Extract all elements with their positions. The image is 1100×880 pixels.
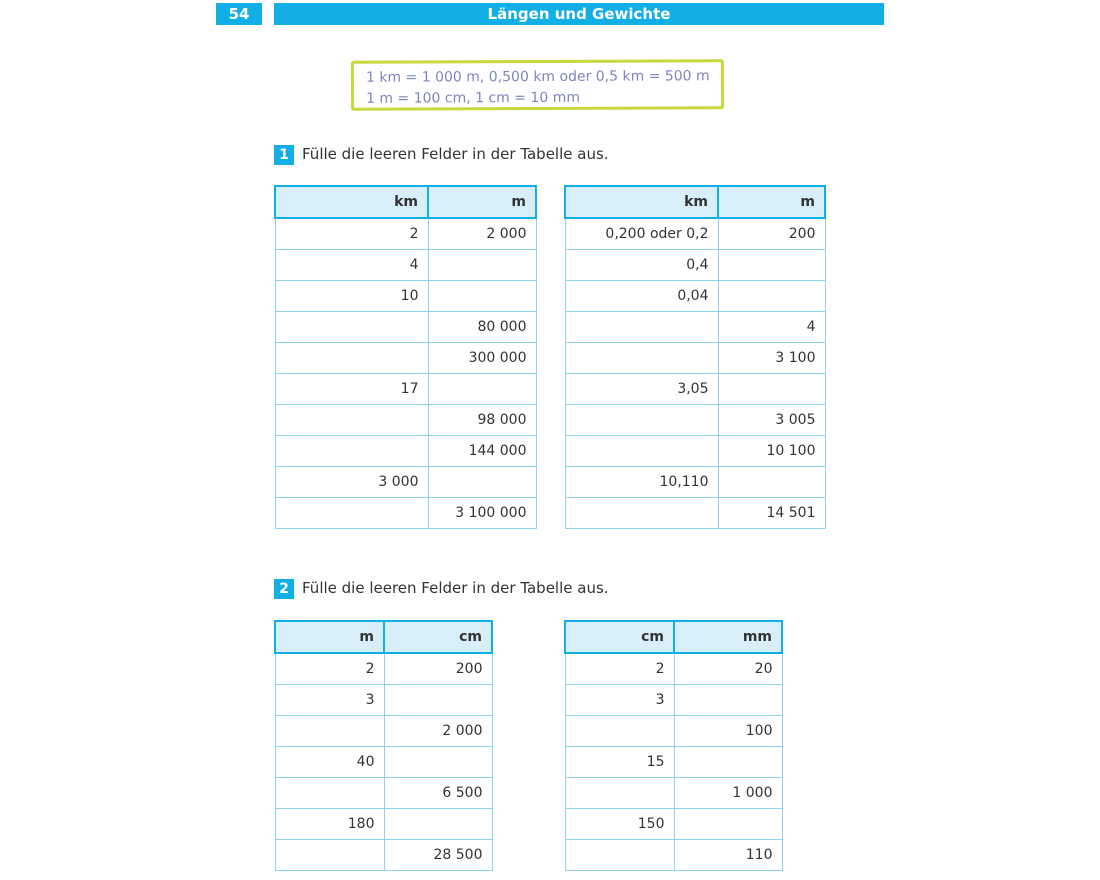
- table-cell: 4: [275, 250, 428, 281]
- empty-answer-cell[interactable]: [565, 343, 718, 374]
- empty-answer-cell[interactable]: [674, 809, 782, 840]
- empty-answer-cell[interactable]: [275, 436, 428, 467]
- empty-answer-cell[interactable]: [275, 840, 384, 871]
- table-cell: 2 000: [384, 716, 492, 747]
- table-cell: 100: [674, 716, 782, 747]
- column-header: cm: [565, 621, 674, 653]
- table-1a: [274, 185, 537, 529]
- rule-line-2: 1 m = 100 cm, 1 cm = 10 mm: [366, 89, 580, 107]
- empty-answer-cell[interactable]: [718, 374, 825, 405]
- table-row: [565, 436, 825, 467]
- table-row: [565, 467, 825, 498]
- table-cell: 3: [275, 685, 384, 716]
- table-row: [275, 218, 536, 250]
- empty-answer-cell[interactable]: [275, 716, 384, 747]
- table-cell: 4: [718, 312, 825, 343]
- rule-box: [351, 59, 724, 111]
- table-cell: 200: [384, 653, 492, 685]
- table-row: [275, 343, 536, 374]
- column-header: km: [275, 186, 428, 218]
- empty-answer-cell[interactable]: [384, 747, 492, 778]
- table-row: [275, 374, 536, 405]
- table-cell: 3,05: [565, 374, 718, 405]
- table-row: [275, 716, 492, 747]
- table-row: [565, 312, 825, 343]
- table-row: [565, 809, 782, 840]
- table-cell: 10: [275, 281, 428, 312]
- table-row: [275, 405, 536, 436]
- empty-answer-cell[interactable]: [275, 343, 428, 374]
- empty-answer-cell[interactable]: [565, 840, 674, 871]
- table-cell: 180: [275, 809, 384, 840]
- rule-line-1: 1 km = 1 000 m, 0,500 km oder 0,5 km = 500 m: [365, 68, 710, 86]
- task-2-heading: [274, 578, 609, 598]
- table-row: [565, 498, 825, 529]
- table-row: [275, 281, 536, 312]
- empty-answer-cell[interactable]: [275, 312, 428, 343]
- table-cell: 2: [565, 653, 674, 685]
- empty-answer-cell[interactable]: [275, 405, 428, 436]
- page-number: 54: [216, 3, 262, 25]
- empty-answer-cell[interactable]: [275, 778, 384, 809]
- table-row: [565, 778, 782, 809]
- table-cell: 2 000: [428, 218, 536, 250]
- empty-answer-cell[interactable]: [565, 716, 674, 747]
- table-row: [565, 747, 782, 778]
- table-cell: 110: [674, 840, 782, 871]
- empty-answer-cell[interactable]: [428, 281, 536, 312]
- table-cell: 144 000: [428, 436, 536, 467]
- column-header: m: [275, 621, 384, 653]
- column-header: m: [718, 186, 825, 218]
- table-cell: 200: [718, 218, 825, 250]
- table-cell: 2: [275, 653, 384, 685]
- table-row: [275, 436, 536, 467]
- column-header: km: [565, 186, 718, 218]
- empty-answer-cell[interactable]: [674, 747, 782, 778]
- empty-answer-cell[interactable]: [565, 405, 718, 436]
- column-header: m: [428, 186, 536, 218]
- empty-answer-cell[interactable]: [674, 685, 782, 716]
- empty-answer-cell[interactable]: [384, 809, 492, 840]
- table-cell: 0,200 oder 0,2: [565, 218, 718, 250]
- table-cell: 3 100 000: [428, 498, 536, 529]
- empty-answer-cell[interactable]: [718, 250, 825, 281]
- table-row: [275, 778, 492, 809]
- table-cell: 3 100: [718, 343, 825, 374]
- table-row: [275, 498, 536, 529]
- table-cell: 6 500: [384, 778, 492, 809]
- empty-answer-cell[interactable]: [718, 281, 825, 312]
- table-2b: [564, 620, 783, 871]
- table-cell: 14 501: [718, 498, 825, 529]
- table-row: [565, 281, 825, 312]
- table-cell: 10,110: [565, 467, 718, 498]
- table-row: [565, 405, 825, 436]
- table-row: [565, 653, 782, 685]
- column-header: mm: [674, 621, 782, 653]
- empty-answer-cell[interactable]: [428, 467, 536, 498]
- table-cell: 2: [275, 218, 428, 250]
- empty-answer-cell[interactable]: [384, 685, 492, 716]
- table-row: [275, 467, 536, 498]
- table-row: [565, 218, 825, 250]
- table-cell: 3: [565, 685, 674, 716]
- table-row: [275, 840, 492, 871]
- table-row: [565, 716, 782, 747]
- task-1-heading: [274, 144, 609, 164]
- column-header: cm: [384, 621, 492, 653]
- empty-answer-cell[interactable]: [428, 374, 536, 405]
- table-cell: 20: [674, 653, 782, 685]
- table-row: [275, 747, 492, 778]
- table-row: [565, 250, 825, 281]
- task-1-instruction: Fülle die leeren Felder in der Tabelle aus.: [302, 145, 609, 163]
- empty-answer-cell[interactable]: [565, 778, 674, 809]
- table-cell: 80 000: [428, 312, 536, 343]
- table-cell: 0,4: [565, 250, 718, 281]
- table-row: [275, 250, 536, 281]
- table-2a: [274, 620, 493, 871]
- table-row: [275, 685, 492, 716]
- task-2-instruction: Fülle die leeren Felder in der Tabelle aus.: [302, 579, 609, 597]
- table-1b: [564, 185, 826, 529]
- table-row: [565, 343, 825, 374]
- table-cell: 17: [275, 374, 428, 405]
- empty-answer-cell[interactable]: [428, 250, 536, 281]
- chapter-title: Längen und Gewichte: [274, 3, 884, 25]
- table-cell: 300 000: [428, 343, 536, 374]
- table-row: [565, 685, 782, 716]
- table-cell: 3 000: [275, 467, 428, 498]
- task-2-number: 2: [274, 579, 294, 599]
- table-cell: 15: [565, 747, 674, 778]
- table-cell: 150: [565, 809, 674, 840]
- table-cell: 0,04: [565, 281, 718, 312]
- table-row: [275, 809, 492, 840]
- task-1-number: 1: [274, 145, 294, 165]
- table-cell: 40: [275, 747, 384, 778]
- empty-answer-cell[interactable]: [275, 498, 428, 529]
- table-row: [565, 374, 825, 405]
- table-row: [275, 653, 492, 685]
- table-row: [565, 840, 782, 871]
- table-cell: 98 000: [428, 405, 536, 436]
- table-cell: 10 100: [718, 436, 825, 467]
- empty-answer-cell[interactable]: [565, 498, 718, 529]
- table-cell: 3 005: [718, 405, 825, 436]
- empty-answer-cell[interactable]: [565, 436, 718, 467]
- table-cell: 1 000: [674, 778, 782, 809]
- table-row: [275, 312, 536, 343]
- table-cell: 28 500: [384, 840, 492, 871]
- empty-answer-cell[interactable]: [718, 467, 825, 498]
- empty-answer-cell[interactable]: [565, 312, 718, 343]
